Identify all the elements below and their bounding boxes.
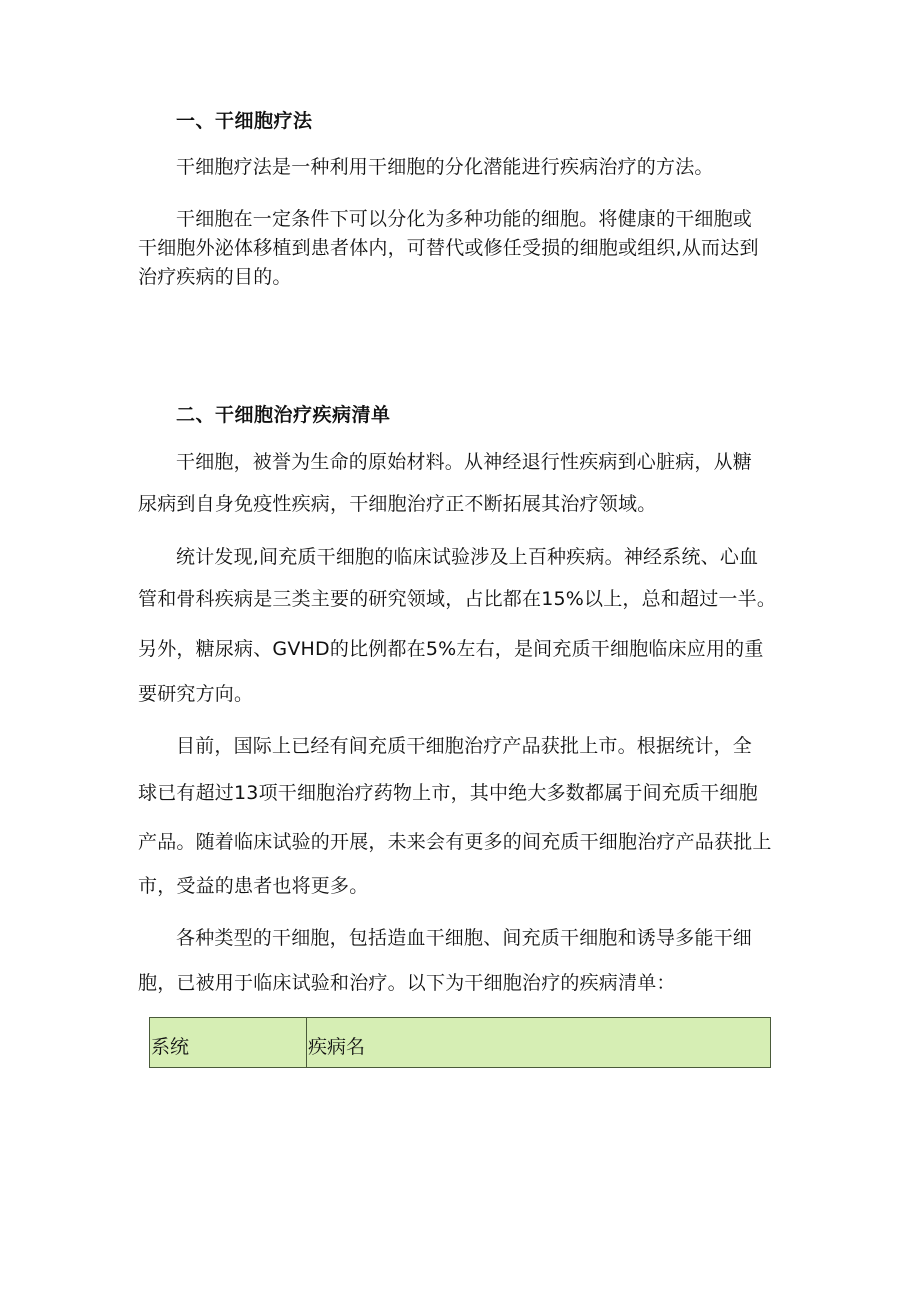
paragraph-line: 胞，已被用于临床试验和治疗。以下为干细胞治疗的疾病清单：	[138, 972, 676, 994]
paragraph-line: 另外，糖尿病、GVHD的比例都在5%左右，是间充质干细胞临床应用的重	[138, 638, 764, 660]
table-header-system: 系统	[150, 1018, 307, 1067]
paragraph-line: 市，受益的患者也将更多。	[138, 875, 369, 897]
paragraph-line: 各种类型的干细胞，包括造血干细胞、间充质干细胞和诱导多能干细	[176, 927, 753, 949]
disease-list-table	[149, 1017, 771, 1068]
paragraph-line: 管和骨科疾病是三类主要的研究领域，占比都在15%以上，总和超过一半。	[138, 588, 777, 610]
paragraph-line: 球已有超过13项干细胞治疗药物上市，其中绝大多数都属于间充质干细胞	[138, 782, 758, 804]
paragraph-line: 干细胞，被誉为生命的原始材料。从神经退行性疾病到心脏病，从糖	[176, 451, 753, 473]
paragraph-line: 产品。随着临床试验的开展，未来会有更多的间充质干细胞治疗产品获批上	[138, 831, 772, 853]
paragraph-line: 统计发现,间充质干细胞的临床试验涉及上百种疾病。神经系统、心血	[176, 546, 759, 568]
paragraph-line: 尿病到自身免疫性疾病，干细胞治疗正不断拓展其治疗领域。	[138, 493, 657, 515]
paragraph-line: 治疗疾病的目的。	[138, 266, 292, 288]
paragraph-line: 要研究方向。	[138, 683, 254, 705]
table-header-disease-name: 疾病名	[308, 1036, 366, 1058]
paragraph-line: 目前，国际上已经有间充质干细胞治疗产品获批上市。根据统计，全	[176, 735, 753, 757]
paragraph-line: 干细胞外泌体移植到患者体内，可替代或修任受损的细胞或组织,从而达到	[138, 237, 759, 259]
section-1-heading: 一、干细胞疗法	[176, 110, 313, 132]
paragraph-line: 干细胞在一定条件下可以分化为多种功能的细胞。将健康的干细胞或	[176, 208, 753, 230]
paragraph-line: 干细胞疗法是一种利用干细胞的分化潜能进行疾病治疗的方法。	[176, 156, 714, 178]
section-2-heading: 二、干细胞治疗疾病清单	[176, 404, 391, 426]
